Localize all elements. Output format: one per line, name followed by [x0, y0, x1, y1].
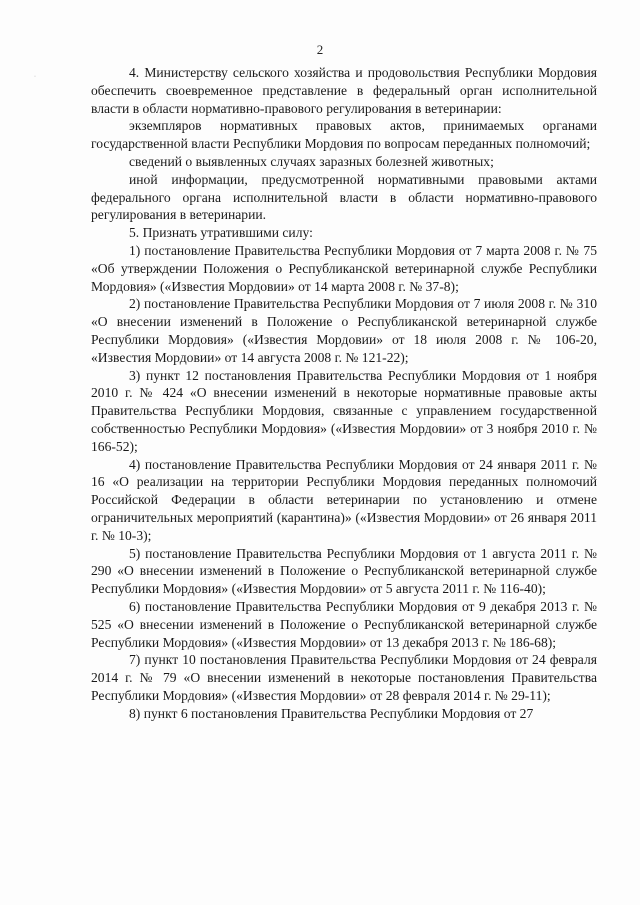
list-item: 6) постановление Правительства Республики Мордовия от 9 декабря 2013 г. № 525 «О внесении изменений в Положение о Республиканской ветеринарной службе Республики Мордовия» («Известия Мордовии» от 13 декабря 2013 г. № 186-68);: [91, 598, 597, 650]
paragraph-subitem-diseases: сведений о выявленных случаях заразных болезней животных;: [129, 153, 494, 169]
paragraph-item-4: 4. Министерству сельского хозяйства и продовольствия Республики Мордовия обеспечить своевременное представление в федеральный орган исполнительной власти в области нормативно-правового регулирования в ветеринарии:: [91, 65, 597, 116]
paragraph-item-5: 5. Признать утратившими силу:: [129, 225, 313, 241]
list-item: 7) пункт 10 постановления Правительства Республики Мордовия от 24 февраля 2014 г. № 79 «О внесении изменений в некоторые постановления Правительства Республики Мордовия» («Известия Мордовии» от 28 февраля 2014 г. № 29-11);: [91, 652, 597, 703]
document-body: [91, 64, 597, 722]
paragraph-subitem-copies: экземпляров нормативных правовых актов, принимаемых органами государственной власти Республики Мордовия по вопросам переданных полномочий;: [91, 118, 597, 152]
margin-mark: ·: [34, 74, 36, 80]
page-number: 2: [316, 42, 324, 57]
list-item: 1) постановление Правительства Республики Мордовия от 7 марта 2008 г. № 75 «Об утверждении Положения о Республиканской ветеринарной службе Республики Мордовия» («Известия Мордовии» от 14 марта 2008 г. № 37-8);: [91, 242, 597, 294]
paragraph-subitem-other-info: иной информации, предусмотренной нормативными правовыми актами федерального органа исполнительной власти в области нормативно-правового регулирования в ветеринарии.: [91, 171, 597, 223]
list-item: 5) постановление Правительства Республики Мордовия от 1 августа 2011 г. № 290 «О внесении изменений в Положение о Республиканской ветеринарной службе Республики Мордовия» («Известия Мордовии» от 5 августа 2011 г. № 116-40);: [91, 545, 597, 597]
list-item: 3) пункт 12 постановления Правительства Республики Мордовия от 1 ноября 2010 г. № 424 «О внесении изменений в некоторые нормативные правовые акты Правительства Республики Мордовия, связанные с управлением государственной собственностью Республики Мордовия» («Известия Мордовии» от 3 ноября 2010 г. № 166-52);: [91, 367, 597, 454]
list-item: 8) пункт 6 постановления Правительства Республики Мордовия от 27: [129, 705, 534, 721]
list-item: 2) постановление Правительства Республики Мордовия от 7 июля 2008 г. № 310 «О внесении изменений в Положение о Республиканской ветеринарной службе Республики Мордовия» («Известия Мордовии» от 18 июля 2008 г. № 106-20, «Известия Мордовии» от 14 августа 2008 г. № 121-22);: [91, 296, 597, 365]
list-item: 4) постановление Правительства Республики Мордовия от 24 января 2011 г. № 16 «О реализации на территории Республики Мордовия переданных полномочий Российской Федерации в области ветеринарии по установлению и отмене ограничительных мероприятий (карантина)» («Известия Мордовии» от 26 января 2011 г. № 10-3);: [91, 456, 597, 543]
